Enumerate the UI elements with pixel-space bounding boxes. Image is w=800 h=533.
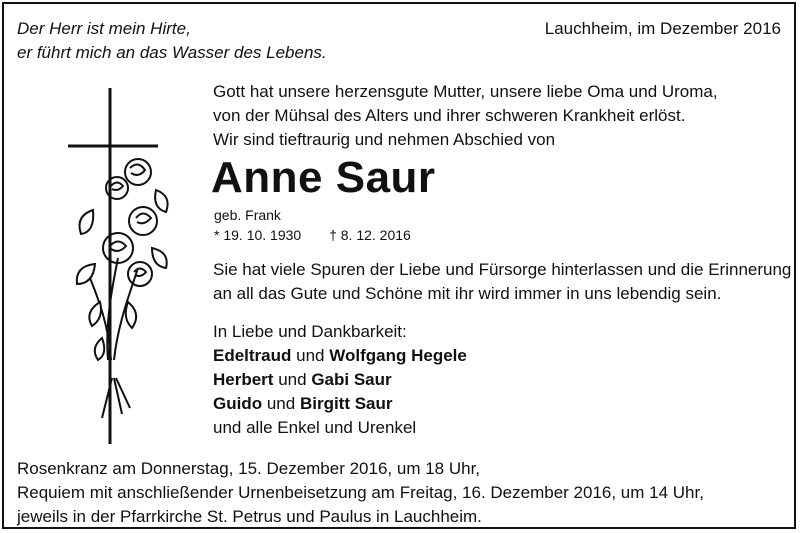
- place-date: Lauchheim, im Dezember 2016: [544, 19, 781, 38]
- motto-line-1: Der Herr ist mein Hirte,: [17, 19, 191, 38]
- intro-line-1: Gott hat unsere herzensgute Mutter, unsere liebe Oma und Uroma,: [213, 82, 718, 101]
- birth-date: * 19. 10. 1930: [214, 227, 302, 243]
- intro-line-2: von der Mühsal des Alters und ihrer schweren Krankheit erlöst.: [213, 106, 686, 125]
- death-date: † 8. 12. 2016: [329, 227, 411, 243]
- service-details: [17, 457, 704, 529]
- mourner-family: [213, 368, 467, 392]
- mourner-first: Edeltraud: [213, 346, 292, 365]
- mourner-second: Gabi Saur: [311, 370, 392, 389]
- cross-with-roses-icon: [60, 88, 180, 446]
- motto-line-2: er führt mich an das Wasser des Lebens.: [17, 43, 327, 62]
- intro-text: [213, 80, 718, 152]
- birth-name: geb. Frank: [214, 207, 281, 223]
- mourner-family: [213, 392, 467, 416]
- tribute-text: [213, 258, 791, 306]
- mourners-list: [213, 320, 467, 440]
- life-dates: [214, 225, 411, 245]
- bible-motto: [17, 17, 327, 65]
- tribute-line-2: an all das Gute und Schöne mit ihr wird immer in uns lebendig sein.: [213, 284, 722, 303]
- mourner-family: [213, 344, 467, 368]
- tribute-line-1: Sie hat viele Spuren der Liebe und Fürsorge hinterlassen und die Erinnerung: [213, 260, 792, 279]
- mourner-first: Guido: [213, 394, 263, 413]
- mourners-heading: In Liebe und Dankbarkeit:: [213, 322, 407, 341]
- mourner-first: Herbert: [213, 370, 274, 389]
- mourner-joiner: und: [296, 346, 325, 365]
- service-line-2: Requiem mit anschließender Urnenbeisetzung am Freitag, 16. Dezember 2016, um 14 Uhr,: [17, 483, 704, 502]
- mourner-second: Wolfgang Hegele: [329, 346, 467, 365]
- mourners-closing: und alle Enkel und Urenkel: [213, 418, 417, 437]
- mourner-joiner: und: [266, 394, 296, 413]
- intro-line-3: Wir sind tieftraurig und nehmen Abschied von: [213, 130, 556, 149]
- service-line-1: Rosenkranz am Donnerstag, 15. Dezember 2016, um 18 Uhr,: [17, 459, 481, 478]
- deceased-name: Anne Saur: [211, 153, 436, 202]
- service-line-3: jeweils in der Pfarrkirche St. Petrus und Paulus in Lauchheim.: [17, 507, 482, 526]
- mourner-joiner: und: [278, 370, 307, 389]
- obituary-notice: [2, 2, 796, 529]
- mourner-second: Birgitt Saur: [299, 394, 393, 413]
